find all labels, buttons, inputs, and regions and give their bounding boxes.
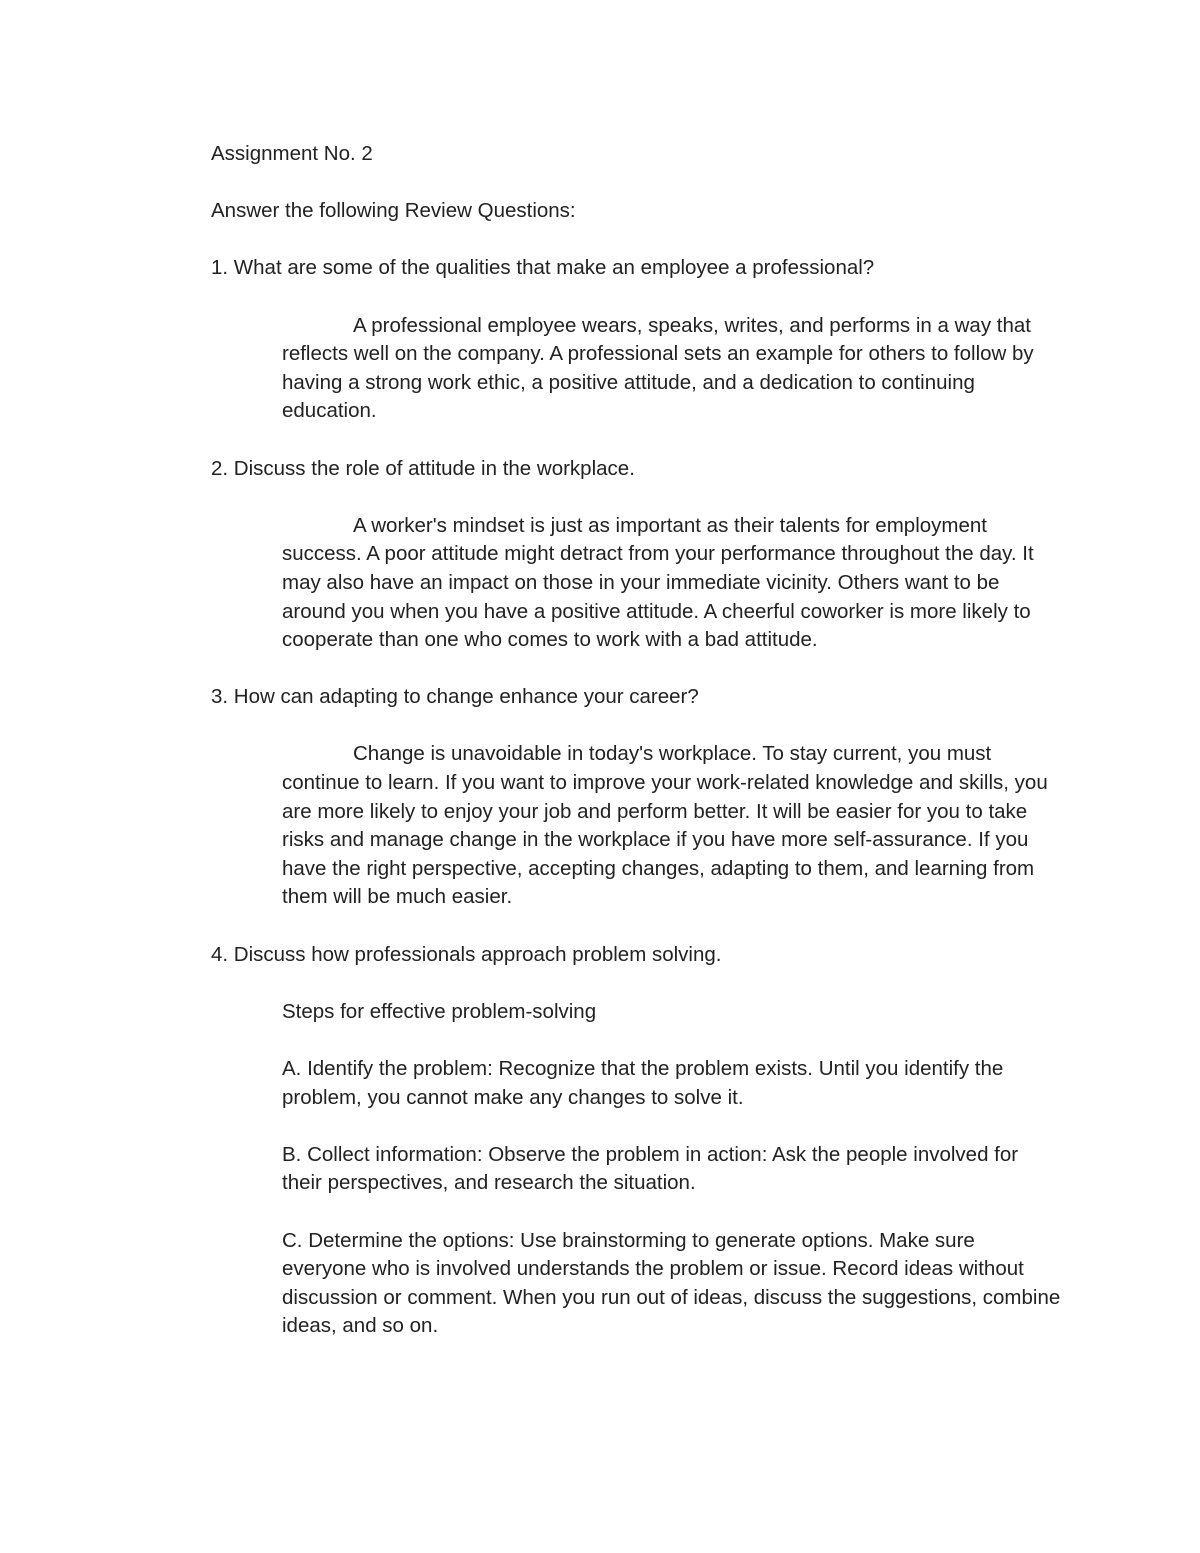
step-b: B. Collect information: Observe the problem in action: Ask the people involved for their perspectives, and research the situation. [282,1142,1019,1195]
step-a: A. Identify the problem: Recognize that the problem exists. Until you identify the problem, you cannot make any changes to solve it. [282,1057,1004,1109]
question-1: 1. What are some of the qualities that make an employee a professional? [211,256,875,280]
answer-2: A worker's mindset is just as important as their talents for employment success. A poor attitude might detract from your performance throughout the day. It may also have an impact on those in your immediate vicinity. Others want to be around you when you have a positive attitude. A cheerful coworker is more likely to cooperate than one who comes to work with a bad attitude. [282,513,1034,652]
assignment-title: Assignment No. 2 [211,142,373,165]
step-c: C. Determine the options: Use brainstorming to generate options. Make sure everyone who is involved understands the problem or issue. Record ideas without discussion or comment. When you run out of ideas, discuss the suggestions, combine ideas, and so on. [282,1228,1061,1338]
document-body [211,140,1071,1341]
answer-3: Change is unavoidable in today's workplace. To stay current, you must continue to learn. If you want to improve your work-related knowledge and skills, you are more likely to enjoy your job and perform better. It will be easier for you to take risks and manage change in the workplace if you have more self-assurance. If you have the right perspective, accepting changes, adapting to them, and learning from them will be much easier. [282,742,1048,909]
answer-1: A professional employee wears, speaks, writes, and performs in a way that reflects well on the company. A professional sets an example for others to follow by having a strong work ethic, a positive attitude, and a dedication to continuing education. [282,313,1034,423]
question-3: 3. How can adapting to change enhance your career? [211,685,699,709]
question-2: 2. Discuss the role of attitude in the workplace. [211,456,635,480]
instruction-text: Answer the following Review Questions: [211,199,576,223]
question-4: 4. Discuss how professionals approach problem solving. [211,942,722,966]
steps-heading: Steps for effective problem-solving [282,999,597,1023]
